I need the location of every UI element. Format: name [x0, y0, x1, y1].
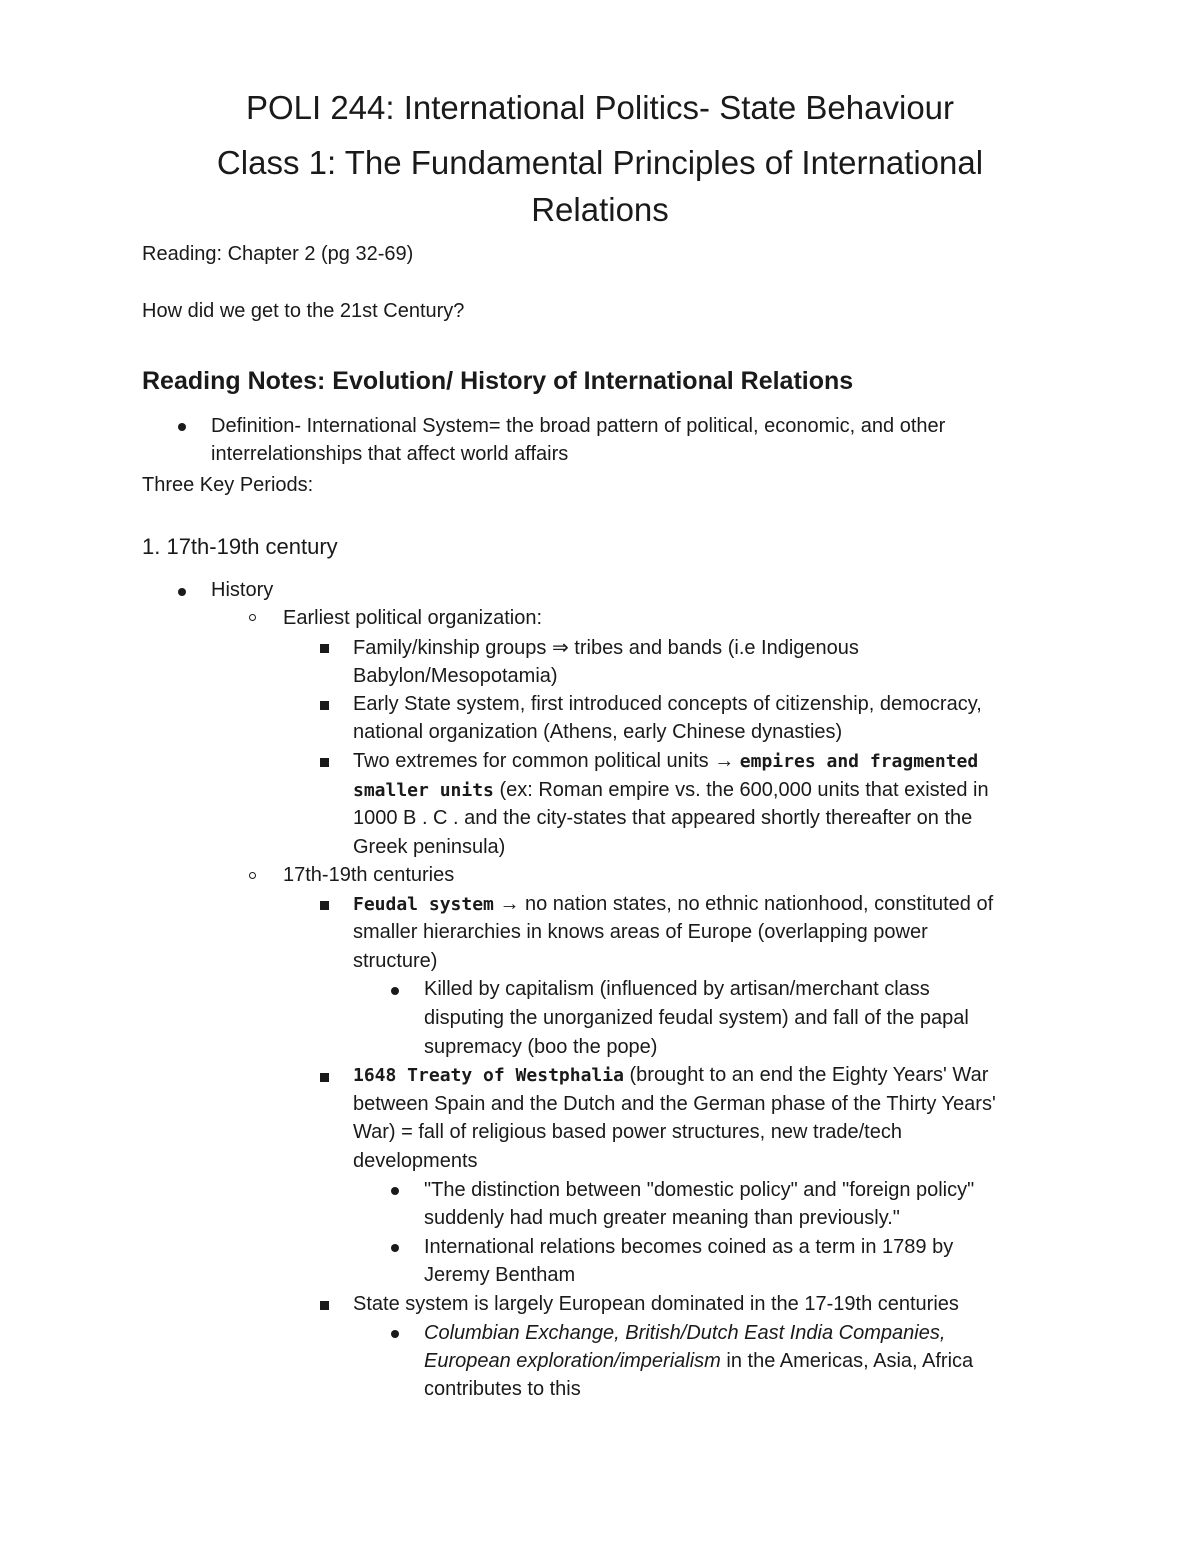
- columbian-line-2: [424, 1347, 973, 1376]
- smaller-units-term: smaller units: [353, 780, 494, 801]
- bullet-dot-icon: [178, 423, 186, 431]
- extremes-line-3: 1000 B . C . and the city-states that appeared shortly thereafter on the: [353, 807, 973, 829]
- bullet-circle-icon: [249, 872, 256, 879]
- three-key-periods: Three Key Periods:: [142, 474, 314, 496]
- early-state-line-2: national organization (Athens, early Chinese dynasties): [353, 721, 843, 743]
- feudal-line-2: smaller hierarchies in knows areas of Europe (overlapping power: [353, 921, 928, 943]
- westphalia-line-1: [353, 1061, 988, 1091]
- european-exploration-term: European exploration/imperialism: [424, 1350, 721, 1372]
- family-kinship-line-1: Family/kinship groups ⇒ tribes and bands (i.e Indigenous: [353, 637, 859, 659]
- document-title-line-2: Class 1: The Fundamental Principles of International: [216, 144, 984, 181]
- document-title-line-3: Relations: [531, 191, 669, 228]
- bullet-dot-icon: [391, 987, 399, 995]
- definition-line-2: interrelationships that affect world affairs: [211, 443, 569, 465]
- bullet-square-icon: [320, 1301, 329, 1310]
- bullet-square-icon: [320, 1073, 329, 1082]
- columbian-line-3: contributes to this: [424, 1378, 581, 1400]
- extremes-line-1: [353, 747, 978, 777]
- extremes-line-2: [353, 776, 989, 806]
- family-kinship-line-2: Babylon/Mesopotamia): [353, 665, 558, 687]
- killed-line-1: Killed by capitalism (influenced by artisan/merchant class: [424, 978, 930, 1000]
- early-state-line-1: Early State system, first introduced concepts of citizenship, democracy,: [353, 693, 982, 715]
- columbian-line-1: [424, 1319, 945, 1348]
- state-system-line: State system is largely European dominated in the 17-19th centuries: [353, 1293, 959, 1315]
- extremes-text: Two extremes for common political units →: [353, 750, 740, 772]
- document-title-line-1: POLI 244: International Politics- State Behaviour: [245, 89, 955, 126]
- westphalia-term: 1648 Treaty of Westphalia: [353, 1065, 624, 1086]
- bullet-dot-icon: [391, 1244, 399, 1252]
- columbian-exchange-term: Columbian Exchange, British/Dutch East India Companies,: [424, 1322, 946, 1344]
- killed-line-2: disputing the unorganized feudal system) and fall of the papal: [424, 1007, 969, 1029]
- earliest-political-organization: Earliest political organization:: [283, 607, 543, 629]
- bullet-square-icon: [320, 758, 329, 767]
- period-1-heading: 1. 17th-19th century: [142, 534, 338, 559]
- section-heading: Reading Notes: Evolution/ History of International Relations: [142, 367, 854, 395]
- extremes-line-4: Greek peninsula): [353, 836, 506, 858]
- feudal-text: → no nation states, no ethnic nationhood, constituted of: [493, 893, 994, 915]
- feudal-system-term: Feudal system: [353, 894, 494, 915]
- westphalia-line-4: developments: [353, 1150, 478, 1172]
- quote-line-1: "The distinction between "domestic policy" and "foreign policy": [424, 1179, 975, 1201]
- bullet-square-icon: [320, 901, 329, 910]
- bentham-line-1: International relations becomes coined as a term in 1789 by: [424, 1236, 954, 1258]
- quote-line-2: suddenly had much greater meaning than previously.": [424, 1207, 900, 1229]
- bullet-dot-icon: [391, 1330, 399, 1338]
- bullet-square-icon: [320, 701, 329, 710]
- centuries-item: 17th-19th centuries: [283, 864, 455, 886]
- bentham-line-2: Jeremy Bentham: [424, 1264, 576, 1286]
- history-item: History: [211, 579, 274, 601]
- reading-assignment: Reading: Chapter 2 (pg 32-69): [142, 243, 414, 265]
- guiding-question: How did we get to the 21st Century?: [142, 300, 465, 322]
- feudal-line-3: structure): [353, 950, 438, 972]
- empires-fragmented-term: empires and fragmented: [739, 751, 979, 772]
- bullet-dot-icon: [178, 588, 186, 596]
- westphalia-line-2: between Spain and the Dutch and the German phase of the Thirty Years': [353, 1093, 996, 1115]
- killed-line-3: supremacy (boo the pope): [424, 1036, 658, 1058]
- bullet-square-icon: [320, 644, 329, 653]
- definition-line-1: Definition- International System= the broad pattern of political, economic, and other: [211, 415, 946, 437]
- westphalia-text: (brought to an end the Eighty Years' War: [623, 1064, 989, 1086]
- westphalia-line-3: War) = fall of religious based power structures, new trade/tech: [353, 1121, 902, 1143]
- extremes-example-text: (ex: Roman empire vs. the 600,000 units that existed in: [493, 779, 989, 801]
- bullet-dot-icon: [391, 1187, 399, 1195]
- bullet-circle-icon: [249, 614, 256, 621]
- feudal-line-1: [353, 890, 993, 920]
- columbian-text: in the Americas, Asia, Africa: [720, 1350, 974, 1372]
